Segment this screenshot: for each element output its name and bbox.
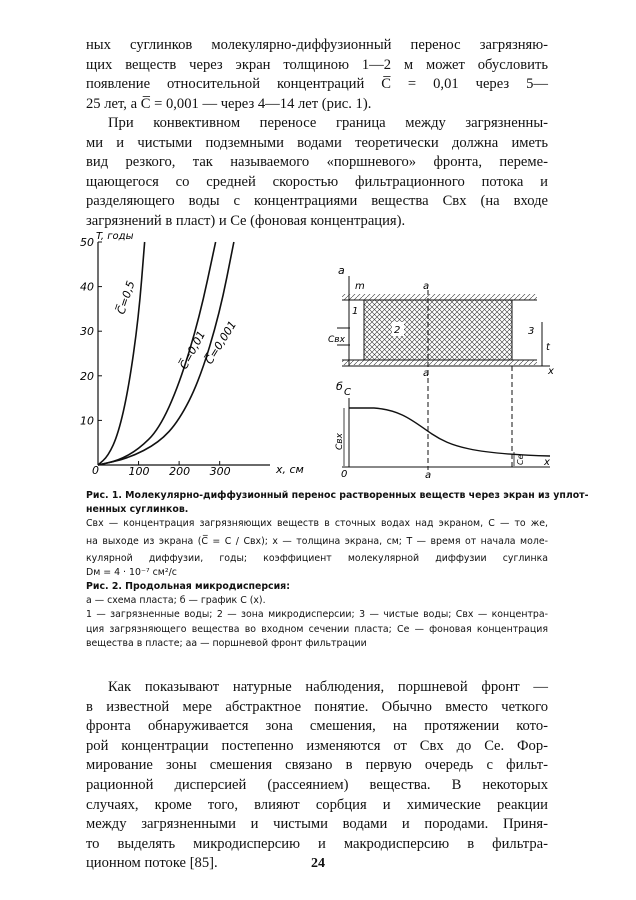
figure-1-chart	[70, 220, 320, 480]
text-line: фронта обнаруживается зона смешения, на протяжении кото-	[86, 718, 548, 735]
text-line: между загрязненными и чистыми водами и породами. Приня-	[86, 816, 548, 833]
panel-a-label: а	[338, 264, 345, 277]
caption-line: Рис. 1. Молекулярно-диффузионный перенос растворенных веществ через экран из уплот-	[86, 490, 589, 501]
x-axis-origin: 0	[92, 464, 99, 477]
panel-b-label: б	[336, 380, 343, 393]
label-x-a: x	[548, 366, 554, 377]
text-line: рационной дисперсией (рассеянием) вещества. В некоторых	[86, 776, 548, 793]
y-axis-label: T, годы	[96, 231, 134, 242]
y-tick-label: 40	[80, 280, 94, 294]
text-line: мирование зоны смешения связано в первую очередь с фильт-	[86, 757, 548, 774]
caption-line: ненных суглинков.	[86, 504, 189, 516]
microdispersion-zone	[364, 300, 512, 360]
caption-line: а — схема пласта; б — график C (x).	[86, 595, 266, 607]
text-line: ционном потоке [85].	[86, 855, 218, 872]
label-t: t	[546, 342, 550, 353]
x-tick-label: 100	[128, 465, 150, 478]
figure-caption	[86, 489, 589, 651]
label-m: m	[355, 281, 365, 292]
curve-1	[98, 242, 145, 465]
text-line: то выделять микродисперсию и макродисперсию в фильтра-	[86, 835, 548, 852]
figure-2-diagram	[322, 262, 562, 482]
bottom-confining-layer	[342, 360, 537, 365]
text-line: появление относительной концентраций C̅ = 0,01 через 5—	[86, 76, 548, 93]
top-paragraph-2	[86, 114, 548, 232]
text-line: При конвективном переносе граница между загрязненны-	[108, 115, 548, 131]
caption-line: кулярной диффузии, годы; коэффициент молекулярной диффузии суглинка	[86, 552, 548, 564]
y-tick-label: 20	[80, 369, 94, 383]
curve-label: C̅=0,5	[114, 279, 138, 316]
text-line: случаях, кроме того, влияют сорбция и химические реакции	[86, 796, 548, 813]
text-line: разделяющего воды с концентрациями вещества Cвх (на входе	[86, 193, 548, 210]
cvx-label-a: Cвх	[328, 335, 345, 345]
text-line: в известной мере абстрактное понятие. Обычно вместо четкого	[86, 698, 548, 715]
caption-line: ция загрязняющего вещества во входном сечении пласта; Cе — фоновая концентрация	[86, 623, 548, 635]
text-line: ми и чистыми подземными водами теоретически должна иметь	[86, 134, 548, 151]
x-tick-label: 200	[169, 465, 191, 478]
y-tick-label: 50	[80, 236, 94, 249]
caption-line: Рис. 2. Продольная микродисперсия:	[86, 581, 290, 593]
top-paragraph-1	[86, 36, 548, 114]
label-c: C	[344, 387, 351, 398]
curve-label: C̅=0,01	[177, 328, 209, 372]
concentration-curve	[349, 408, 550, 456]
text-line: щающегося со средней скоростью фильтрационного потока и	[86, 173, 548, 190]
top-confining-layer	[342, 294, 537, 300]
cvx-label-b: Cвх	[335, 433, 345, 450]
label-a-bottom: а	[423, 368, 430, 379]
curve-label: C̅=0,001	[202, 318, 240, 367]
y-tick-label: 10	[80, 414, 94, 428]
bottom-paragraph	[86, 678, 548, 874]
text-line: Как показывают натурные наблюдения, поршневой фронт —	[108, 679, 548, 695]
caption-line: 1 — загрязненные воды; 2 — зона микродисперсии; 3 — чистые воды; Cвх — концентра-	[86, 609, 548, 621]
page-number: 24	[311, 856, 325, 871]
x-tick-label: 300	[209, 465, 231, 478]
text-line: ных суглинков молекулярно-диффузионный перенос загрязняю-	[86, 37, 548, 53]
caption-line: Dм = 4 · 10⁻⁷ см²/с	[86, 566, 177, 578]
text-line: рой концентрации постепенно изменяются от Cвх до Cе. Фор-	[86, 737, 548, 754]
text-line: 25 лет, а C̅ = 0,001 — через 4—14 лет (рис. 1).	[86, 95, 372, 112]
ce-label: Cе	[516, 454, 525, 465]
y-tick-label: 30	[80, 325, 94, 339]
caption-line: на выходе из экрана (C̅ = C / Cвх); x — толщина экрана, см; T — время от начала моле-	[86, 535, 548, 547]
label-a-top: а	[423, 281, 430, 292]
caption-line: вещества в пласте; аа — поршневой фронт фильтрации	[86, 637, 367, 649]
zone-3-label: 3	[528, 326, 535, 337]
label-x-b: x	[544, 457, 550, 468]
text-line: загрязнений в пласт) и Cе (фоновая концентрация).	[86, 212, 406, 229]
zone-1-label: 1	[352, 306, 359, 317]
label-zero-b: 0	[341, 469, 348, 480]
text-line: щих веществ через экран толщиною 1—2 м может обусловить	[86, 56, 548, 73]
label-a-axis-b: а	[425, 470, 432, 481]
x-axis-label: x, см	[276, 463, 304, 476]
caption-line: Cвх — концентрация загрязняющих веществ в сточных водах над экраном, C — то же,	[86, 518, 548, 530]
text-line: вид резкого, так называемого «поршневого» фронта, переме-	[86, 154, 548, 171]
zone-2-label: 2	[394, 325, 401, 336]
